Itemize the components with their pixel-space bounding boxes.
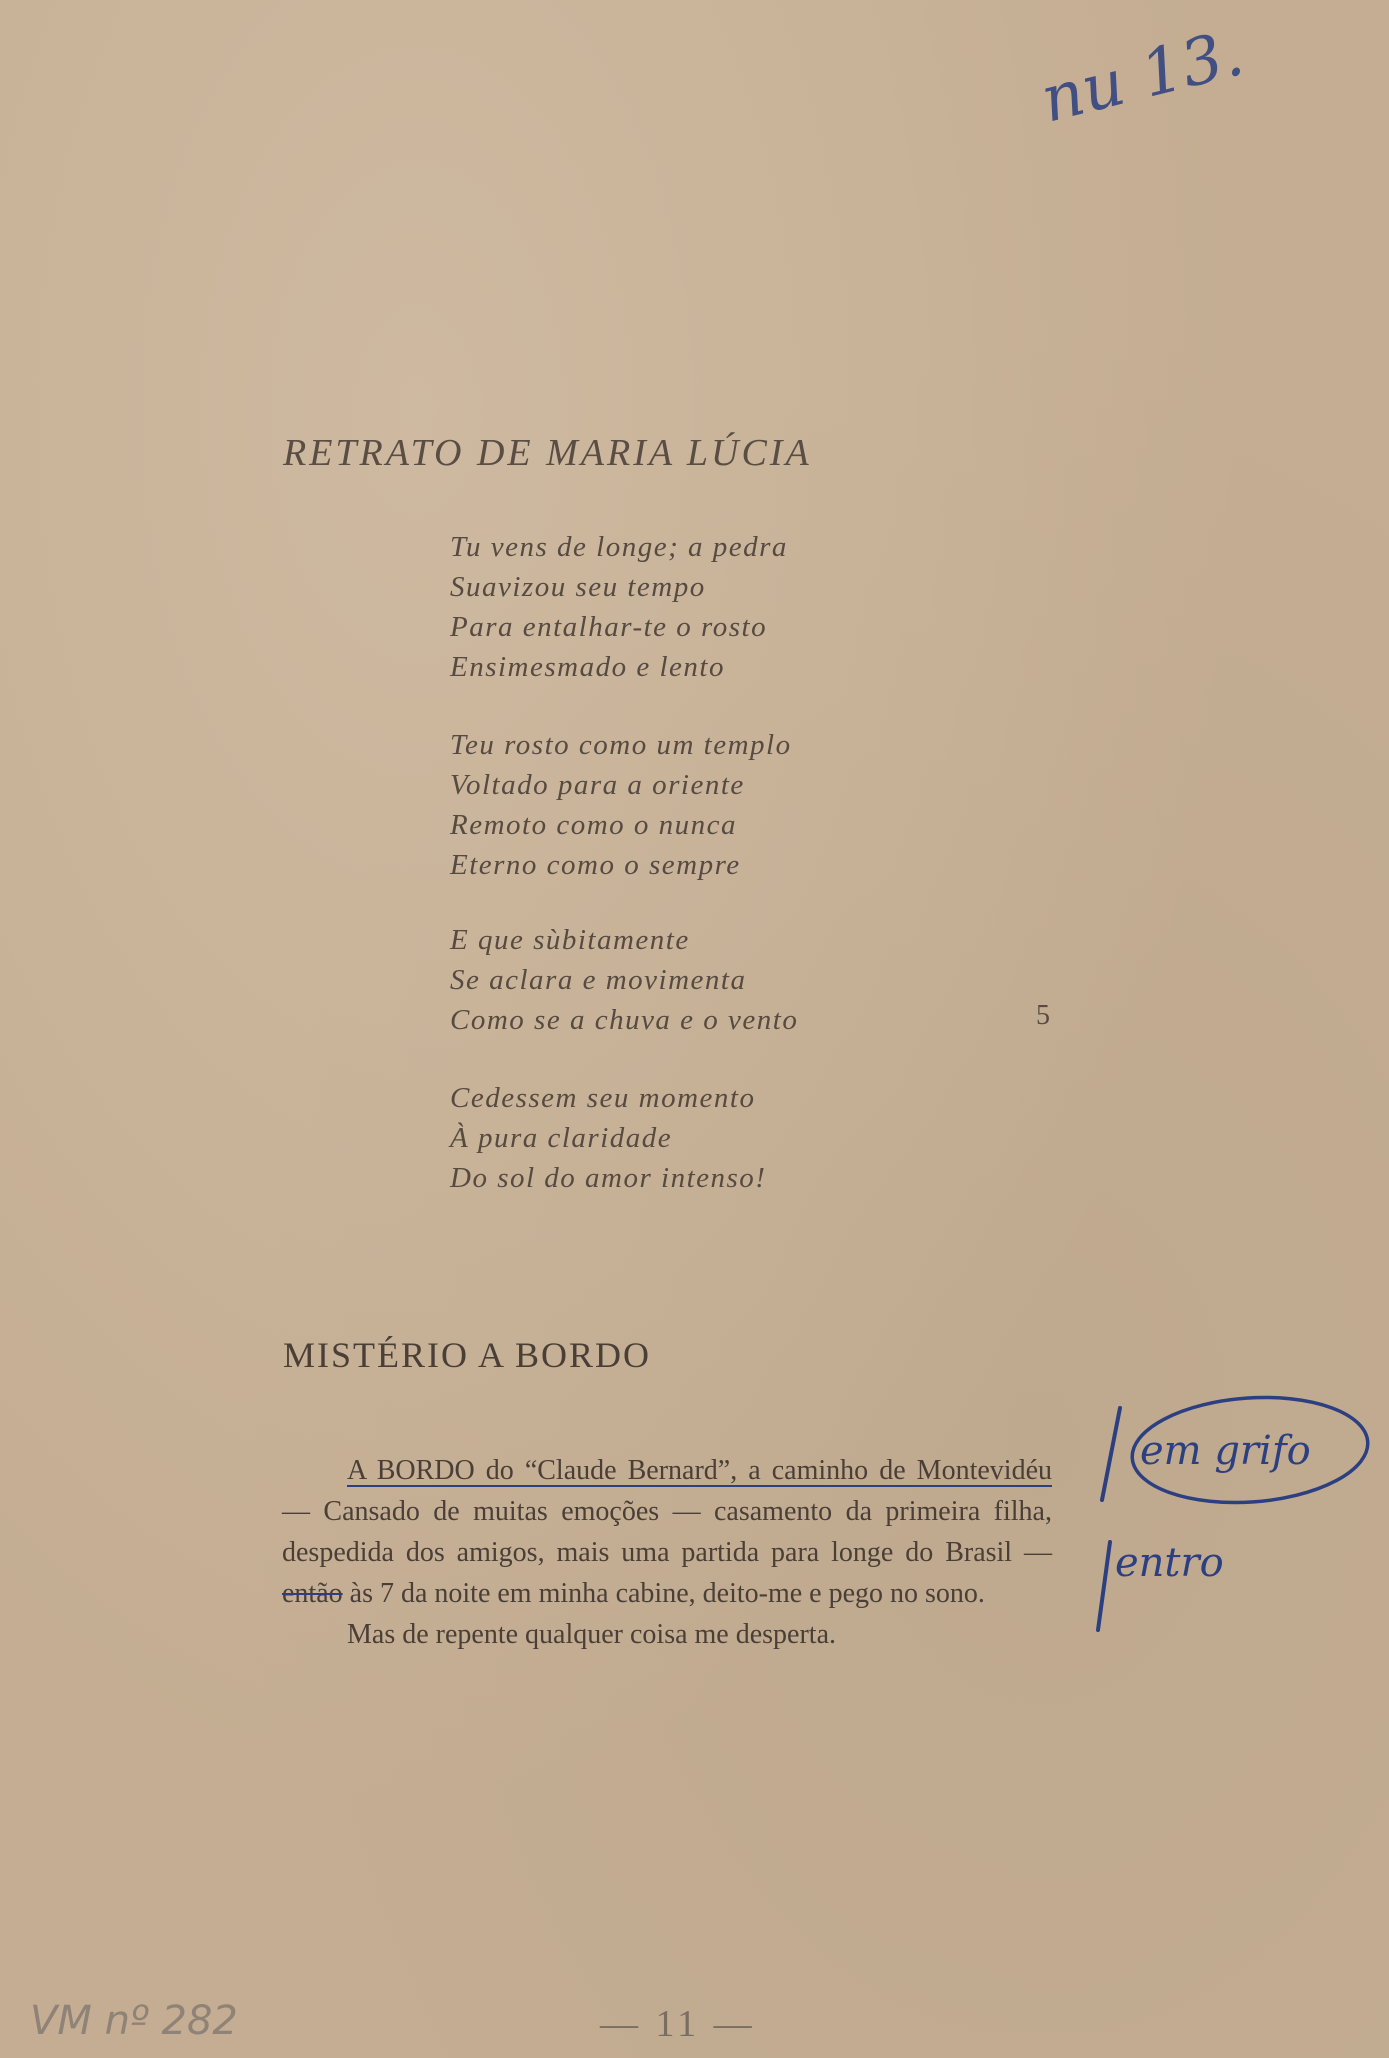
story-title: MISTÉRIO A BORDO: [283, 1335, 652, 1375]
poem-verse: Suavizou seu tempo: [450, 571, 706, 603]
poem-title: RETRATO DE MARIA LÚCIA: [283, 432, 812, 474]
page-number-footer: — 11 —: [600, 2003, 756, 2045]
verse-line-number: 5: [1036, 1000, 1050, 1031]
story-body: [282, 1450, 1052, 1655]
poem-stanza: [450, 725, 792, 885]
poem-verse: Eterno como o sempre: [450, 849, 741, 881]
paragraph-text: — Cansado de muitas emoções — casamento da primeira filha, despedida dos amigos, mais uma partida para longe do Brasil —: [282, 1496, 1052, 1568]
poem-verse: Teu rosto como um templo: [450, 729, 792, 761]
handwritten-page-number: nu 13.: [1034, 16, 1251, 138]
paragraph-text: às 7 da noite em minha cabine, deito-me e pego no sono.: [342, 1578, 985, 1609]
story-paragraph: Mas de repente qualquer coisa me desperta.: [347, 1619, 837, 1650]
poem-stanza: [450, 1078, 766, 1198]
margin-bracket-marks: [1080, 1380, 1370, 1640]
poem-verse: Do sol do amor intenso!: [450, 1162, 767, 1194]
poem-verse: Para entalhar-te o rosto: [450, 611, 768, 643]
poem-verse: Remoto como o nunca: [450, 809, 738, 841]
poem-verse: À pura claridade: [450, 1122, 673, 1154]
margin-note-entro: entro: [1115, 1540, 1224, 1586]
pencil-archive-note: VM nº 282: [30, 1998, 238, 2044]
poem-verse: Se aclara e movimenta: [450, 964, 747, 996]
story-paragraph: [282, 1450, 1052, 1614]
margin-note-em-grifo: em grifo: [1140, 1428, 1311, 1474]
struck-word: então: [282, 1578, 343, 1609]
poem-verse: Tu vens de longe; a pedra: [450, 531, 788, 563]
poem-verse: Voltado para a oriente: [450, 769, 745, 801]
poem-verse: E que sùbitamente: [450, 924, 690, 956]
poem-stanza: [450, 527, 788, 687]
underlined-phrase: A BORDO do “Claude Bernard”, a caminho de Montevidéu: [347, 1455, 1052, 1486]
poem-verse: Cedessem seu momento: [450, 1082, 756, 1114]
poem-verse: Ensimesmado e lento: [450, 651, 725, 683]
poem-verse: Como se a chuva e o vento: [450, 1004, 799, 1036]
poem-stanza: [450, 920, 798, 1040]
